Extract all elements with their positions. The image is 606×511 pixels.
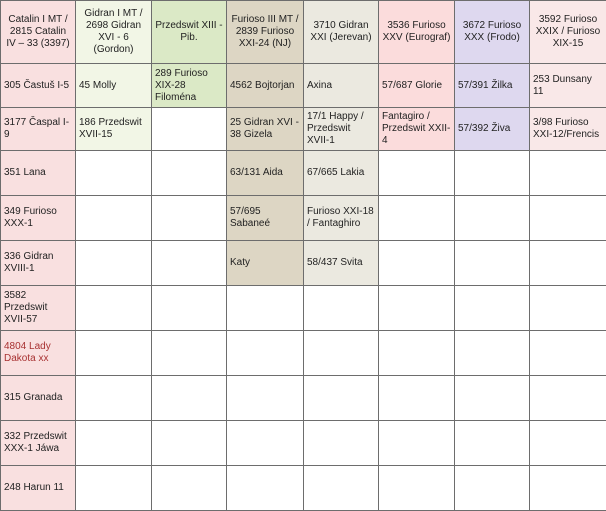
table-row: [1, 151, 606, 196]
header-row: [1, 1, 606, 64]
table-row: [1, 331, 606, 376]
table-row: [1, 196, 606, 241]
header-cell: Gidran I MT / 2698 Gidran XVI - 6 (Gordon): [76, 1, 152, 64]
table-cell: [152, 151, 227, 196]
table-cell: [379, 196, 455, 241]
table-cell: 332 Przedswit XXX-1 Jáwa: [1, 421, 76, 466]
table-cell: [379, 331, 455, 376]
table-cell: 57/391 Žilka: [455, 64, 530, 108]
table-cell: 45 Molly: [76, 64, 152, 108]
table-cell: [76, 196, 152, 241]
table-cell: [455, 421, 530, 466]
table-cell: 3177 Časpal I-9: [1, 108, 76, 151]
table-cell: [530, 151, 606, 196]
table-cell: [379, 376, 455, 421]
table-cell: [76, 331, 152, 376]
table-cell: Katy: [227, 241, 304, 286]
table-cell: 3582 Przedswit XVII-57: [1, 286, 76, 331]
table-cell: 351 Lana: [1, 151, 76, 196]
table-row: [1, 376, 606, 421]
header-cell: 3672 Furioso XXX (Frodo): [455, 1, 530, 64]
table-cell: [152, 376, 227, 421]
header-cell: Catalin I MT / 2815 Catalin IV – 33 (3397): [1, 1, 76, 64]
table-cell: [152, 331, 227, 376]
table-cell: 305 Častuš I-5: [1, 64, 76, 108]
table-cell: 57/687 Glorie: [379, 64, 455, 108]
table-cell: [379, 241, 455, 286]
table-row: [1, 286, 606, 331]
table-cell: [455, 196, 530, 241]
table-cell: 248 Harun 11: [1, 466, 76, 511]
table-cell: 67/665 Lakia: [304, 151, 379, 196]
table-cell: [76, 286, 152, 331]
table-cell: [76, 376, 152, 421]
table-cell: 315 Granada: [1, 376, 76, 421]
table-cell: Furioso XXI-18 / Fantaghiro: [304, 196, 379, 241]
table-cell: [455, 241, 530, 286]
table-cell: [379, 286, 455, 331]
table-cell: [530, 196, 606, 241]
table-cell: [304, 376, 379, 421]
table-cell: 4804 Lady Dakota xx: [1, 331, 76, 376]
table-row: [1, 241, 606, 286]
table-cell: [304, 286, 379, 331]
table-cell: [152, 108, 227, 151]
table-cell: 63/131 Aida: [227, 151, 304, 196]
table-cell: [530, 241, 606, 286]
table-cell: [530, 421, 606, 466]
table-cell: 25 Gidran XVI - 38 Gizela: [227, 108, 304, 151]
table-cell: [530, 376, 606, 421]
table-cell: 4562 Bojtorjan: [227, 64, 304, 108]
table-cell: 57/695 Sabaneé: [227, 196, 304, 241]
table-cell: [530, 286, 606, 331]
table-cell: 289 Furioso XIX-28 Filoména: [152, 64, 227, 108]
table-cell: 186 Przedswit XVII-15: [76, 108, 152, 151]
table-cell: 336 Gidran XVIII-1: [1, 241, 76, 286]
table-cell: [152, 196, 227, 241]
table-cell: [152, 241, 227, 286]
table-cell: [455, 286, 530, 331]
table-cell: [76, 421, 152, 466]
table-cell: 57/392 Živa: [455, 108, 530, 151]
header-cell: Furioso III MT / 2839 Furioso XXI-24 (NJ): [227, 1, 304, 64]
table-cell: [152, 286, 227, 331]
table-cell: 58/437 Svita: [304, 241, 379, 286]
table-cell: [76, 241, 152, 286]
table-cell: [455, 151, 530, 196]
header-cell: 3592 Furioso XXIX / Furioso XIX-15: [530, 1, 606, 64]
header-cell: 3536 Furioso XXV (Eurograf): [379, 1, 455, 64]
table-cell: Fantagiro / Przedswit XXII-4: [379, 108, 455, 151]
table-row: [1, 421, 606, 466]
header-cell: Przedswit XIII - Pib.: [152, 1, 227, 64]
table-cell: 3/98 Furioso XXI-12/Frencis: [530, 108, 606, 151]
table-cell: [152, 421, 227, 466]
table-cell: [304, 331, 379, 376]
table-cell: [227, 421, 304, 466]
table-cell: [379, 151, 455, 196]
table-cell: [227, 376, 304, 421]
table-cell: [530, 331, 606, 376]
table-cell: 253 Dunsany 11: [530, 64, 606, 108]
table-cell: [76, 151, 152, 196]
table-cell: [304, 421, 379, 466]
table-cell: 17/1 Happy / Przedswit XVII-1: [304, 108, 379, 151]
table-row: [1, 108, 606, 151]
table-cell: [455, 376, 530, 421]
table-cell: [227, 286, 304, 331]
table-cell: [379, 421, 455, 466]
table-cell: Axina: [304, 64, 379, 108]
header-cell: 3710 Gidran XXI (Jerevan): [304, 1, 379, 64]
table-cell: 349 Furioso XXX-1: [1, 196, 76, 241]
table-row: [1, 64, 606, 108]
table-cell: [227, 331, 304, 376]
table-cell: [455, 331, 530, 376]
